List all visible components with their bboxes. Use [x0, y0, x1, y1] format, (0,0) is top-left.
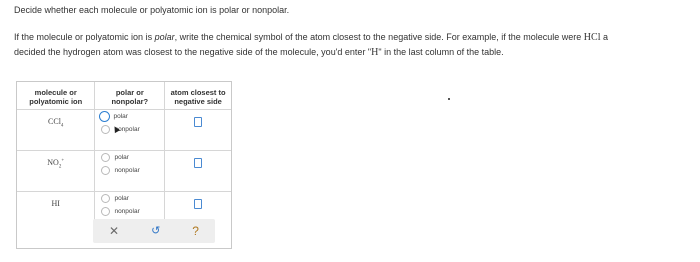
stray-dot — [448, 98, 450, 100]
help-icon[interactable]: ? — [192, 224, 199, 238]
polar-radio[interactable] — [101, 194, 110, 203]
molecule-cell: CCl$_4$ — [17, 110, 95, 151]
header-molecule: molecule or polyatomic ion — [17, 82, 95, 110]
polar-option[interactable]: polar — [95, 110, 164, 123]
polarity-cell — [95, 110, 165, 151]
molecule-cell: HI — [17, 192, 95, 233]
table-row — [17, 110, 231, 151]
atom-cell — [165, 151, 231, 192]
nonpolar-option[interactable]: nonpolar — [95, 123, 164, 136]
atom-cell — [165, 110, 231, 151]
nonpolar-radio[interactable] — [101, 207, 110, 216]
clear-icon[interactable]: ✕ — [109, 224, 120, 238]
nonpolar-option[interactable]: nonpolar — [95, 164, 164, 177]
atom-answer-input[interactable] — [194, 199, 202, 209]
polar-option[interactable]: polar — [95, 151, 164, 164]
polarity-cell — [95, 151, 165, 192]
nonpolar-radio[interactable] — [101, 125, 110, 134]
action-bar — [93, 219, 215, 243]
instruction-line-1: Decide whether each molecule or polyatomic ion is polar or nonpolar. — [14, 5, 290, 15]
header-row — [17, 82, 231, 110]
nonpolar-radio[interactable] — [101, 166, 110, 175]
molecule-cell: $NO_2^+$ — [17, 151, 95, 192]
instruction-line-3: decided the hydrogen atom was closest to the negative side of the molecule, you'd enter "H" in the last column of the table. — [14, 47, 504, 58]
header-atom: atom closest to negative side — [170, 88, 226, 106]
nonpolar-option[interactable]: nonpolar — [95, 205, 164, 218]
instruction-line-2: If the molecule or polyatomic ion is polar, write the chemical symbol of the atom closest to the negative side. For example, if the molecule were HCl a — [14, 32, 608, 43]
undo-icon[interactable]: ↺ — [151, 225, 161, 237]
instruction-paragraph — [14, 30, 608, 60]
atom-answer-input[interactable] — [194, 158, 202, 168]
header-polarity: polar or nonpolar? — [95, 82, 165, 110]
atom-answer-input[interactable] — [194, 117, 202, 127]
polar-radio[interactable] — [101, 153, 110, 162]
polar-option[interactable]: polar — [95, 192, 164, 205]
polar-radio[interactable] — [99, 111, 110, 122]
answer-table — [17, 82, 231, 232]
table-row — [17, 151, 231, 192]
